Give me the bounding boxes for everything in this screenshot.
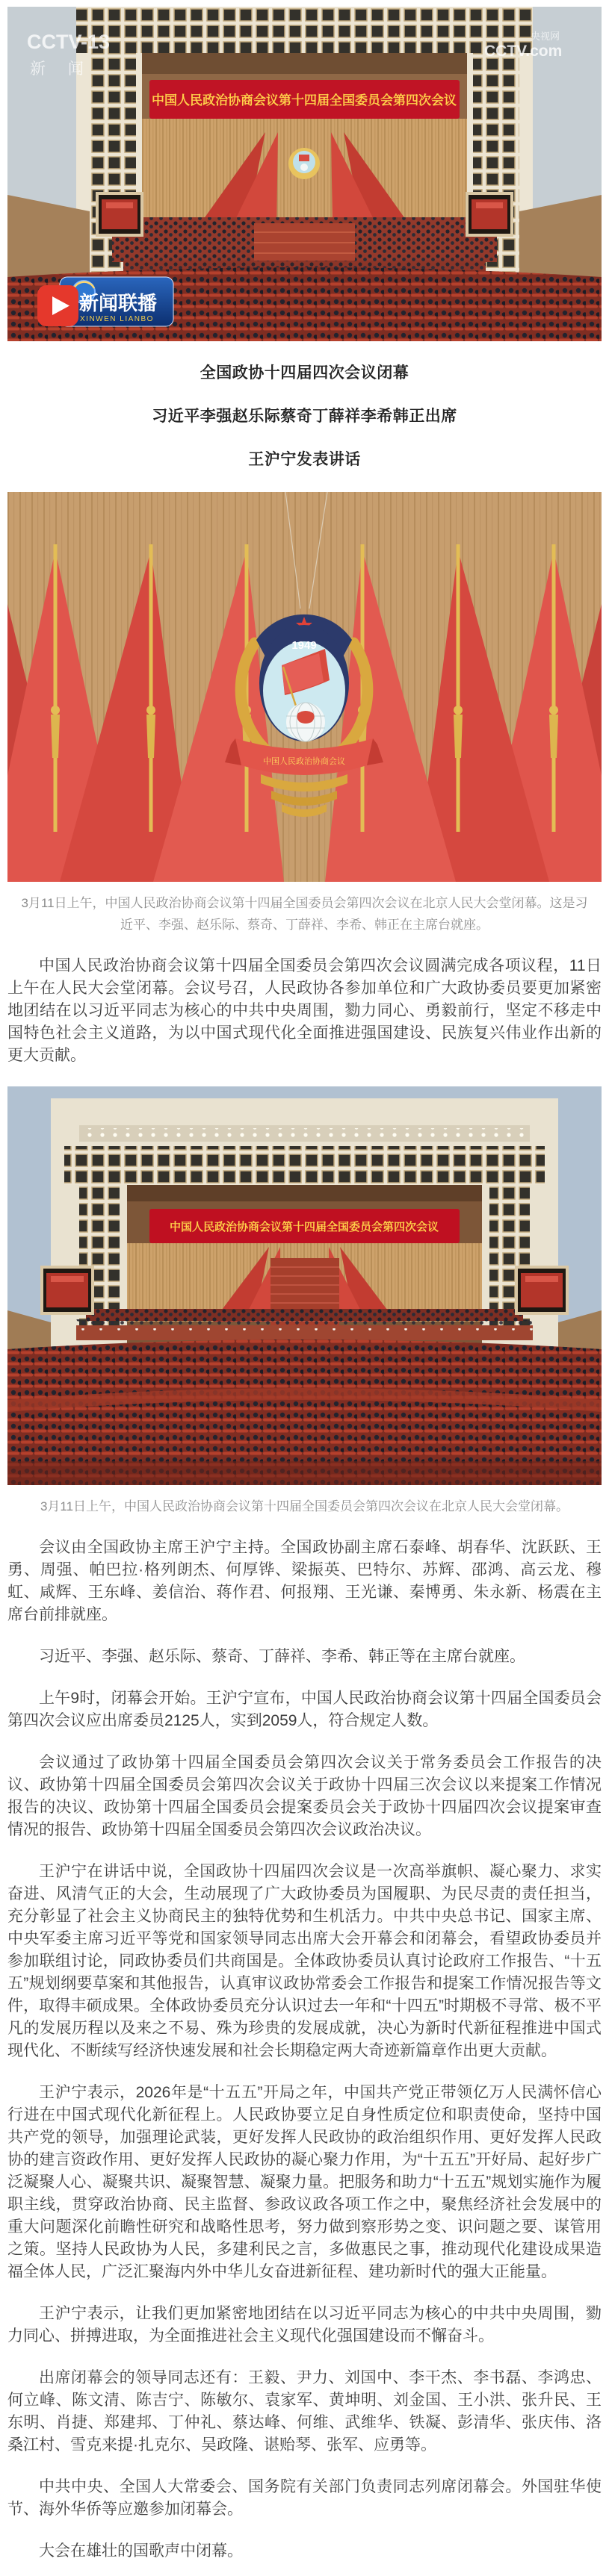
hall-photo-figure [7, 1086, 602, 1485]
paragraph: 中共中央、全国人大常委会、国务院有关部门负责同志列席闭幕会。外国驻华使节、海外华侨等应邀参加闭幕会。 [7, 2478, 602, 2518]
cctv13-logo-text: CCTV-13 [27, 31, 111, 53]
emblem-photo-figure [7, 492, 602, 882]
emblem-year: 1949 [291, 639, 317, 652]
paragraph: 上午9时，闭幕会开始。王沪宁宣布，中国人民政治协商会议第十四届全国委员会第四次会议应出席委员2125人，实到2059人，符合规定人数。 [7, 1690, 602, 1729]
headline-3: 王沪宁发表讲话 [248, 451, 361, 468]
arch-lights [82, 1128, 527, 1137]
paragraph: 习近平、李强、赵乐际、蔡奇、丁薛祥、李希、韩正等在主席台就座。 [39, 1648, 525, 1665]
video-still-figure [7, 7, 602, 341]
side-screen-right [515, 1266, 569, 1315]
paragraph: 会议通过了政协第十四届全国委员会第四次会议关于常务委员会工作报告的决议、政协第十四届全国委员会第四次会议关于政协十四届三次会议以来提案工作情况报告的决议、政协第十四届全国委员会提案委员会关于政协十四届四次会议提案审查情况的报告、政协第十四届全国委员会第四次会议政治决议。 [7, 1754, 602, 1838]
paragraph: 王沪宁表示，让我们更加紧密地团结在以习近平同志为核心的中共中央周围，勠力同心、拼搏进取，为全面推进社会主义现代化强国建设而不懈奋斗。 [7, 2305, 602, 2345]
headline-block [7, 362, 602, 471]
side-screen-left [40, 1266, 94, 1315]
teacups-row [76, 1328, 533, 1334]
meeting-banner-text: 中国人民政治协商会议第十四届全国委员会第四次会议 [152, 93, 457, 108]
cctvcom-logo-text: CCTV.com [484, 43, 563, 60]
cctv13-news-text: 新 闻 [30, 60, 93, 78]
paragraph: 王沪宁表示，2026年是“十五五”开局之年，中国共产党正带领亿万人民满怀信心行进在中国式现代化新征程上。人民政协要立足自身性质定位和职责使命，坚持中国共产党的领导，加强理论武装，更好发挥人民政协的政治组织作用、更好发挥人民政协的建言资政作用、更好发挥人民政协的凝心聚力作用，为“十五五”开好局、起好步广泛凝聚人心、凝聚共识、凝聚智慧、凝聚力量。把服务和助力“十五五”规划实施作为履职主线，贯穿政治协商、民主监督、参政议政各项工作之中，聚焦经济社会发展中的重大问题深化前瞻性研究和战略性思考，努力做到察形势之变、识问题之要、谋管用之策。坚持人民政协为人民，多建利民之言，多做惠民之事，推动现代化建设成果造福全体人民，广泛汇聚海内外中华儿女奋进新征程、建功新时代的强大正能量。 [7, 2084, 602, 2280]
headline-2: 习近平李强赵乐际蔡奇丁薛祥李希韩正出席 [152, 408, 457, 425]
caption-hall-photo: 3月11日上午，中国人民政治协商会议第十四届全国委员会第四次会议在北京人民大会堂闭幕。 [40, 1499, 569, 1513]
video-still-closing-meeting [7, 7, 602, 341]
china-map-shape [297, 711, 314, 724]
badge-title: 新闻联播 [79, 292, 158, 314]
play-icon[interactable] [37, 285, 78, 326]
stage-emblem [288, 148, 320, 179]
paragraph: 中国人民政治协商会议第十四届全国委员会第四次会议圆满完成各项议程，11日上午在人民大会堂闭幕。会议号召，人民政协各参加单位和广大政协委员要更加紧密地团结在以习近平同志为核心的中共中央周围，勠力同心、勇毅前行，坚定不移走中国特色社会主义道路，为以中国式现代化全面推进强国建设、民族复兴伟业作出新的更大贡献。 [7, 957, 602, 1064]
photo-cppcc-emblem [7, 492, 602, 882]
side-screen-left [96, 192, 143, 237]
photo-closing-hall [7, 1086, 602, 1485]
caption-leaders-photo: 3月11日上午，中国人民政治协商会议第十四届全国委员会第四次会议在北京人民大会堂闭幕。这是习近平、李强、赵乐际、蔡奇、丁薛祥、李希、韩正在主席台就座。 [21, 896, 588, 932]
paragraph: 大会在雄壮的国歌声中闭幕。 [39, 2542, 243, 2560]
ribbon-text: 中国人民政治协商会议 [263, 757, 345, 766]
paragraph: 会议由全国政协主席王沪宁主持。全国政协副主席石泰峰、胡春华、沈跃跃、王勇、周强、帕巴拉·格列朗杰、何厚铧、梁振英、巴特尔、苏辉、邵鸿、高云龙、穆虹、咸辉、王东峰、姜信治、蒋作君、何报翔、王光谦、秦博勇、朱永新、杨震在主席台前排就座。 [7, 1539, 602, 1623]
yangshiwang-text: 央视网 [531, 31, 560, 42]
paragraph: 王沪宁在讲话中说，全国政协十四届四次会议是一次高举旗帜、凝心聚力、求实奋进、风清气正的大会，生动展现了广大政协委员为国履职、为民尽责的责任担当，充分彰显了社会主义协商民主的独特优势和生机活力。中共中央总书记、国家主席、中央军委主席习近平等党和国家领导同志出席大会开幕会和闭幕会，看望政协委员并参加联组讨论，同政协委员们共商国是。全体政协委员认真讨论政府工作报告、“十五五”规划纲要草案和其他报告，认真审议政协常委会工作报告和提案工作情况报告等文件，取得丰硕成果。全体政协委员充分认识过去一年和“十四五”时期极不寻常、极不平凡的发展历程以及来之不易、殊为珍贵的发展成就，决心为新时代新征程推进中国式现代化、不断续写经济快速发展和社会长期稳定两大奇迹新篇章作出更大贡献。 [7, 1863, 602, 2059]
paragraph: 出席闭幕会的领导同志还有：王毅、尹力、刘国中、李干杰、李书磊、李鸿忠、何立峰、陈文清、陈吉宁、陈敏尔、袁家军、黄坤明、刘金国、王小洪、张升民、王东明、肖捷、郑建邦、丁仲礼、蔡达峰、何维、武维华、铁凝、彭清华、张庆伟、洛桑江村、雪克来提·扎克尔、吴政隆、谌贻琴、张军、应勇等。 [7, 2369, 602, 2454]
meeting-banner-text: 中国人民政治协商会议第十四届全国委员会第四次会议 [169, 1221, 439, 1233]
badge-subtitle: XINWEN LIANBO [80, 315, 154, 323]
headline-1: 全国政协十四届四次会议闭幕 [200, 364, 409, 382]
side-screen-right [466, 192, 513, 237]
